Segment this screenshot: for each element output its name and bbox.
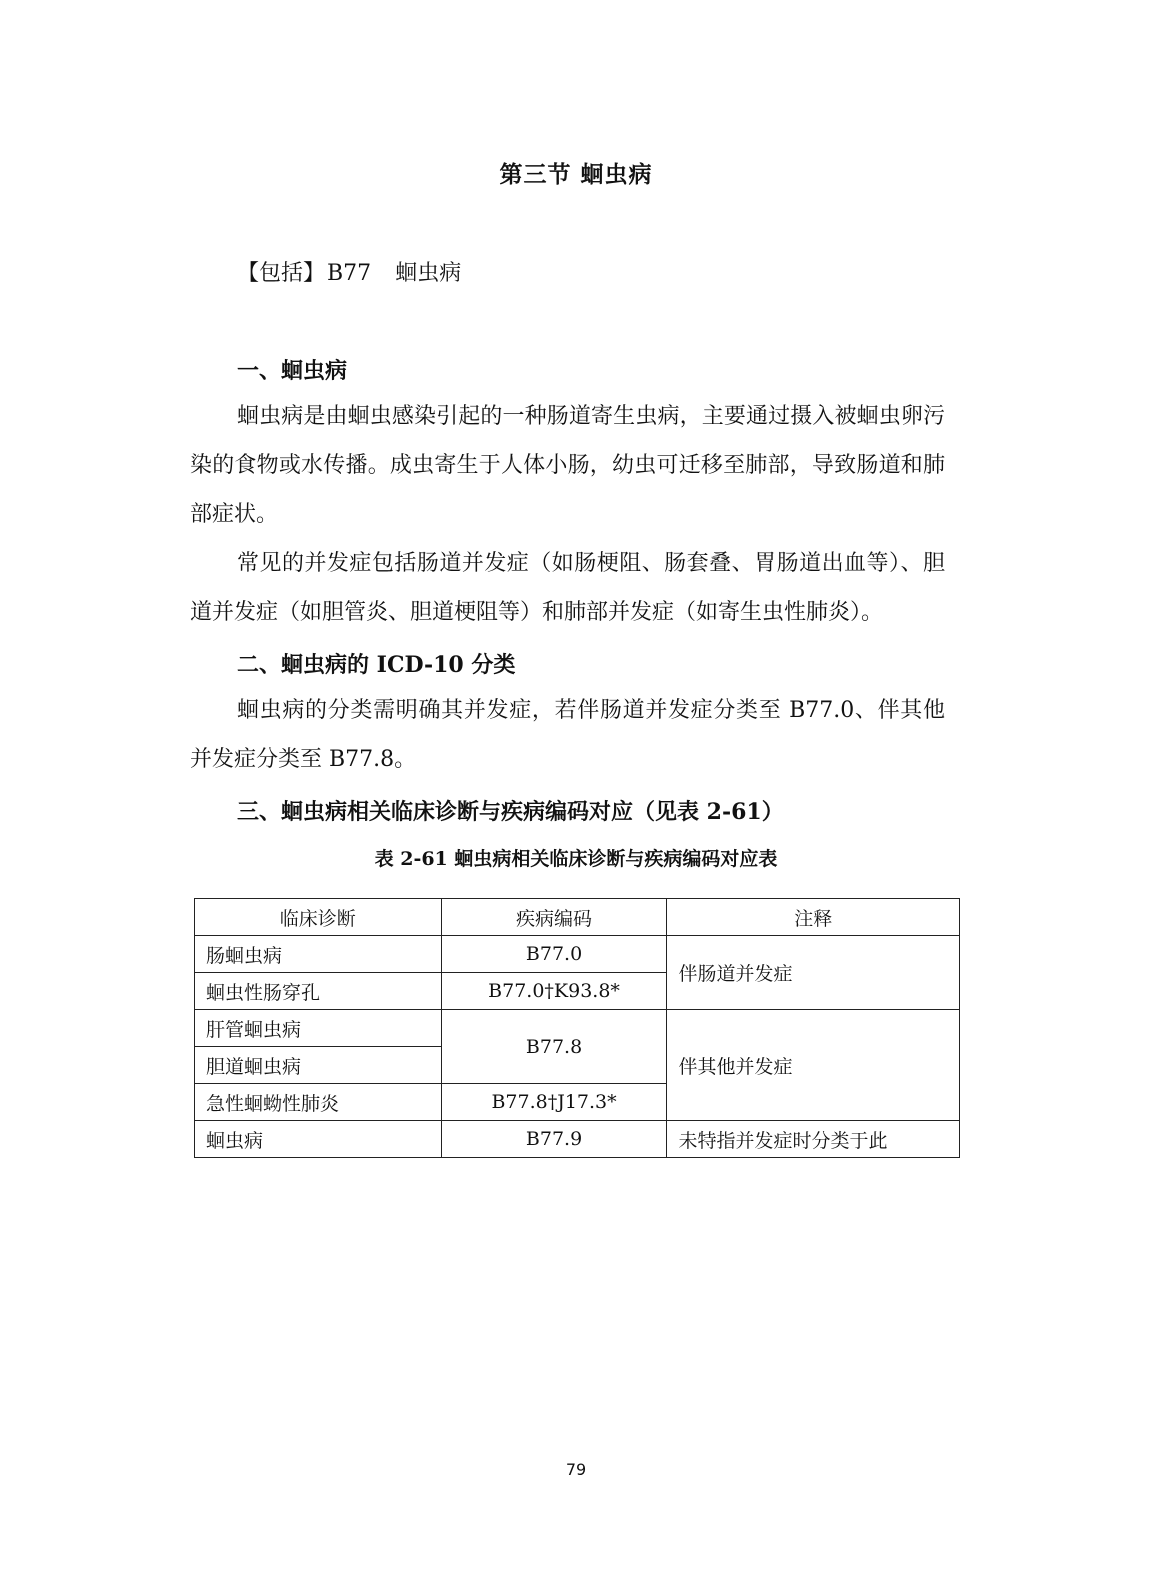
diagnosis-cell: 蛔虫性肠穿孔	[195, 973, 442, 1010]
table-row	[195, 936, 960, 973]
includes-name: 蛔虫病	[395, 261, 462, 286]
code-cell: B77.0†K93.8*	[441, 973, 667, 1010]
header-note: 注释	[667, 899, 960, 936]
code-cell: B77.9	[441, 1121, 667, 1158]
heading-2: 二、蛔虫病的 ICD-10 分类	[237, 652, 516, 678]
diagnosis-cell: 胆道蛔虫病	[195, 1047, 442, 1084]
table-header-row	[195, 899, 960, 936]
diagnosis-cell: 肝管蛔虫病	[195, 1010, 442, 1047]
note-cell: 未特指并发症时分类于此	[667, 1121, 960, 1158]
heading-3: 三、蛔虫病相关临床诊断与疾病编码对应（见表 2-61）	[237, 799, 784, 825]
heading-1: 一、蛔虫病	[237, 358, 348, 384]
paragraph-3: 蛔虫病的分类需明确其并发症，若伴肠道并发症分类至 B77.0、伴其他并发症分类至 B77.8。	[190, 698, 945, 772]
code-cell: B77.0	[441, 936, 667, 973]
paragraph-2: 常见的并发症包括肠道并发症（如肠梗阻、肠套叠、胃肠道出血等）、胆道并发症（如胆管炎、胆道梗阻等）和肺部并发症（如寄生虫性肺炎）。	[190, 551, 945, 625]
page-number: 79	[565, 1460, 587, 1479]
section-title: 第三节 蛔虫病	[499, 161, 653, 188]
diagnosis-cell: 急性蛔蚴性肺炎	[195, 1084, 442, 1121]
table-row	[195, 1121, 960, 1158]
includes-prefix: 【包括】	[237, 261, 326, 286]
note-cell: 伴肠道并发症	[667, 936, 960, 1010]
code-cell: B77.8	[441, 1010, 667, 1084]
diagnosis-cell: 肠蛔虫病	[195, 936, 442, 973]
header-diagnosis: 临床诊断	[195, 899, 442, 936]
table-row	[195, 1010, 960, 1047]
diagnosis-cell: 蛔虫病	[195, 1121, 442, 1158]
table-caption: 表 2-61 蛔虫病相关临床诊断与疾病编码对应表	[374, 848, 778, 870]
code-cell: B77.8†J17.3*	[441, 1084, 667, 1121]
paragraph-1: 蛔虫病是由蛔虫感染引起的一种肠道寄生虫病，主要通过摄入被蛔虫卵污染的食物或水传播。成虫寄生于人体小肠，幼虫可迁移至肺部，导致肠道和肺部症状。	[190, 404, 945, 527]
header-code: 疾病编码	[441, 899, 667, 936]
diagnosis-code-table	[194, 898, 960, 1158]
note-cell: 伴其他并发症	[667, 1010, 960, 1121]
includes-line	[237, 256, 461, 287]
includes-code: B77	[327, 261, 372, 286]
